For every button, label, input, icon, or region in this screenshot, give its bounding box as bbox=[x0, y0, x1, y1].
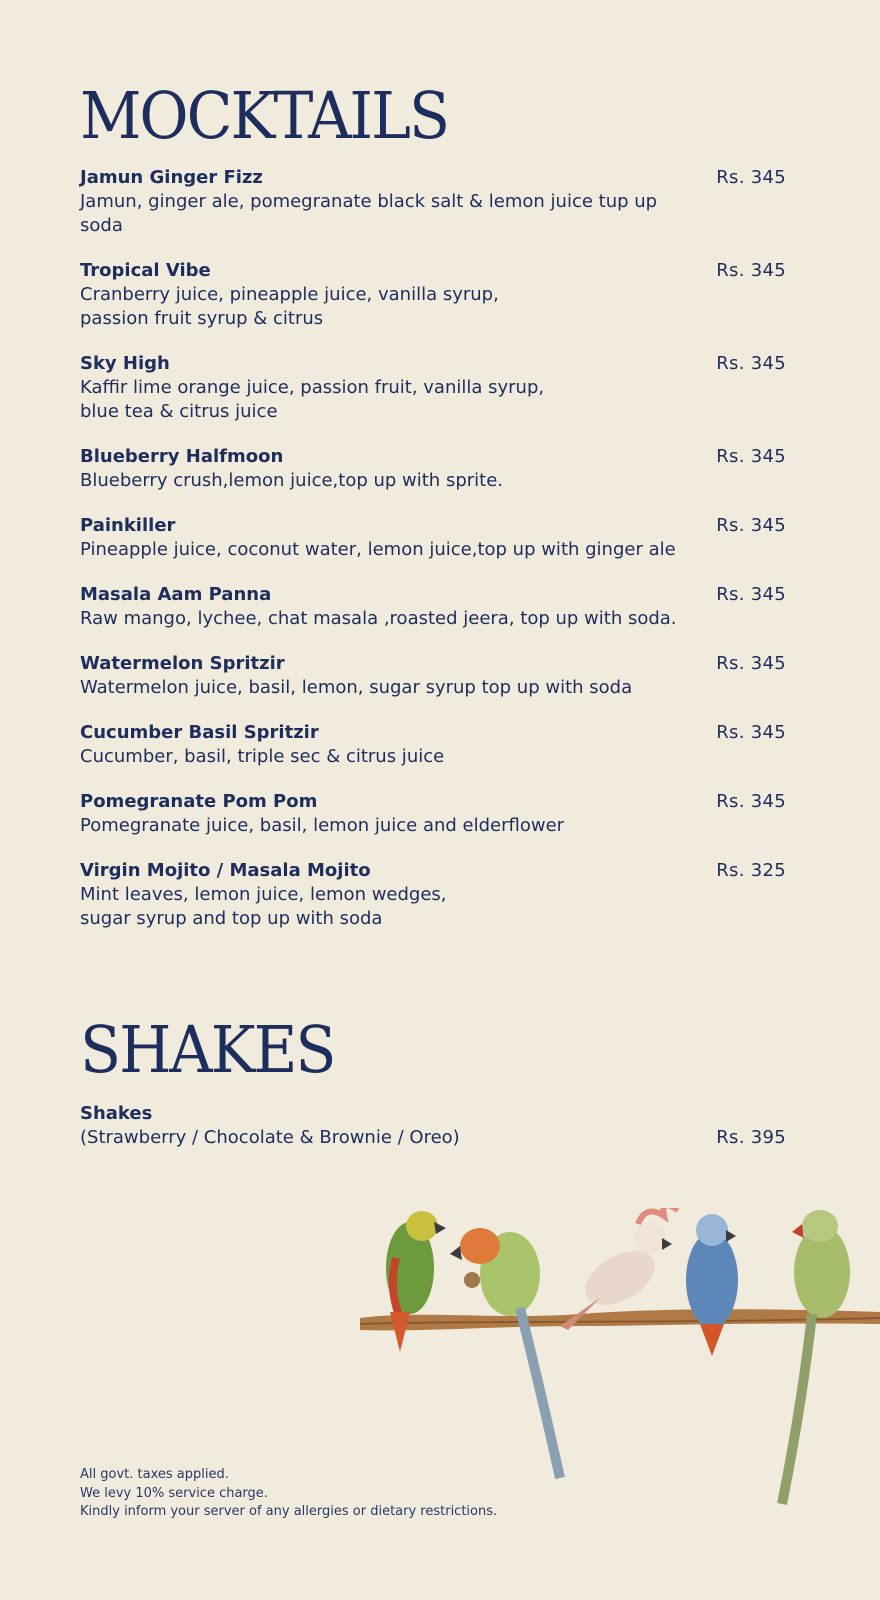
menu-item bbox=[80, 652, 786, 700]
parrot-blue bbox=[686, 1214, 738, 1356]
item-price: Rs. 395 bbox=[716, 1127, 786, 1148]
item-description: Cucumber, basil, triple sec & citrus juice bbox=[80, 746, 445, 767]
item-price: Rs. 345 bbox=[716, 353, 786, 374]
shakes-heading: SHAKES bbox=[80, 1012, 335, 1089]
shakes-list bbox=[80, 1102, 786, 1171]
item-description: (Strawberry / Chocolate & Brownie / Oreo) bbox=[80, 1127, 460, 1148]
item-price: Rs. 345 bbox=[716, 167, 786, 188]
footer-line: We levy 10% service charge. bbox=[80, 1485, 268, 1501]
parrot-green-1 bbox=[386, 1211, 446, 1352]
mocktails-list bbox=[80, 166, 786, 952]
item-price: Rs. 345 bbox=[716, 791, 786, 812]
parrot-green-3 bbox=[782, 1210, 850, 1504]
item-price: Rs. 345 bbox=[716, 584, 786, 605]
item-price: Rs. 325 bbox=[716, 860, 786, 881]
item-description: Jamun, ginger ale, pomegranate black salt & lemon juice tup up soda bbox=[80, 191, 658, 236]
item-price: Rs. 345 bbox=[716, 515, 786, 536]
item-name: Sky High bbox=[80, 353, 170, 374]
menu-item bbox=[80, 721, 786, 769]
item-price: Rs. 345 bbox=[716, 260, 786, 281]
item-name: Cucumber Basil Spritzir bbox=[80, 722, 319, 743]
menu-item bbox=[80, 1102, 786, 1150]
menu-item bbox=[80, 583, 786, 631]
item-description: Cranberry juice, pineapple juice, vanilla syrup, passion fruit syrup & citrus bbox=[80, 284, 499, 329]
item-description: Watermelon juice, basil, lemon, sugar syrup top up with soda bbox=[80, 677, 633, 698]
item-description: Mint leaves, lemon juice, lemon wedges, sugar syrup and top up with soda bbox=[80, 884, 447, 929]
item-name: Tropical Vibe bbox=[80, 260, 211, 281]
item-price: Rs. 345 bbox=[716, 722, 786, 743]
footer-line: All govt. taxes applied. bbox=[80, 1467, 229, 1482]
item-name: Painkiller bbox=[80, 515, 176, 536]
item-price: Rs. 345 bbox=[716, 446, 786, 467]
footer-notes bbox=[80, 1466, 497, 1522]
menu-item bbox=[80, 445, 786, 493]
menu-item bbox=[80, 166, 786, 238]
menu-item bbox=[80, 790, 786, 838]
item-name: Masala Aam Panna bbox=[80, 584, 272, 605]
item-description: Kaffir lime orange juice, passion fruit, vanilla syrup, blue tea & citrus juice bbox=[80, 377, 545, 422]
item-price: Rs. 345 bbox=[716, 653, 786, 674]
item-name: Watermelon Spritzir bbox=[80, 653, 285, 674]
mocktails-heading: MOCKTAILS bbox=[80, 78, 449, 155]
item-description: Pomegranate juice, basil, lemon juice and elderflower bbox=[80, 815, 565, 836]
menu-item bbox=[80, 352, 786, 424]
item-name: Virgin Mojito / Masala Mojito bbox=[80, 860, 371, 881]
menu-item bbox=[80, 259, 786, 331]
item-name: Jamun Ginger Fizz bbox=[80, 167, 263, 188]
footer-line: Kindly inform your server of any allergies or dietary restrictions. bbox=[80, 1504, 498, 1519]
item-description: Blueberry crush,lemon juice,top up with sprite. bbox=[80, 470, 503, 491]
item-name: Blueberry Halfmoon bbox=[80, 446, 284, 467]
item-description: Pineapple juice, coconut water, lemon juice,top up with ginger ale bbox=[80, 539, 676, 560]
menu-item bbox=[80, 514, 786, 562]
item-name: Shakes bbox=[80, 1103, 153, 1124]
item-name: Pomegranate Pom Pom bbox=[80, 791, 318, 812]
item-description: Raw mango, lychee, chat masala ,roasted jeera, top up with soda. bbox=[80, 608, 677, 629]
menu-item bbox=[80, 859, 786, 931]
parrot-green-2 bbox=[450, 1228, 560, 1478]
